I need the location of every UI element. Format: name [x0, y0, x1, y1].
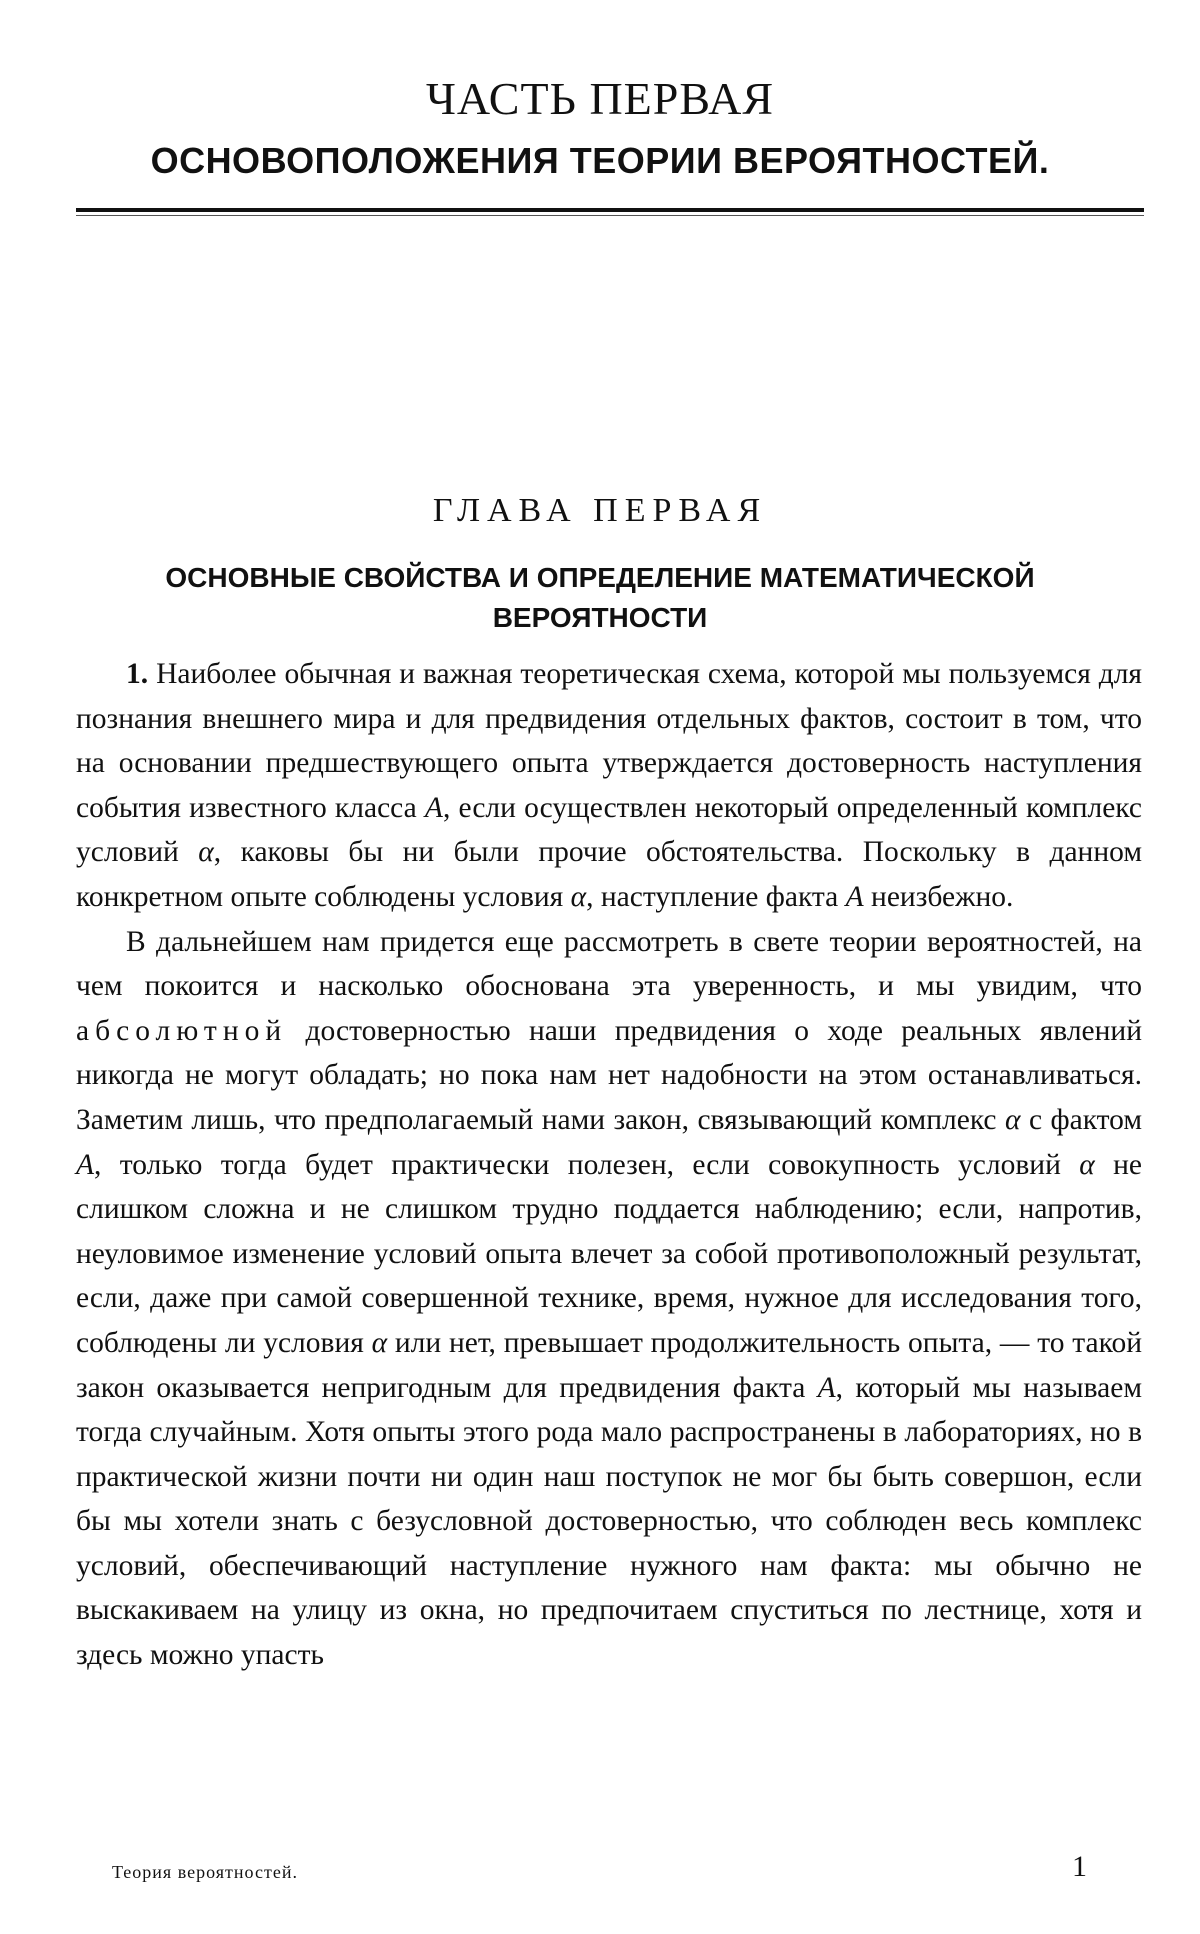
- chapter-title-line1: ОСНОВНЫЕ СВОЙСТВА И ОПРЕДЕЛЕНИЕ МАТЕМАТИЧЕСКОЙ: [165, 562, 1035, 593]
- paragraph-2: [76, 920, 1142, 1678]
- p2-var-4: α: [371, 1326, 388, 1359]
- p1-text-4: , наступление факта: [586, 880, 846, 913]
- p2-text-1: В дальнейшем нам придется еще рассмотреть в свете теории вероятностей, на чем покоится и насколько обоснована эта уверенность, и мы увидим, что: [76, 925, 1142, 1003]
- p1-text-5: неизбежно.: [863, 880, 1014, 913]
- page-number: 1: [1072, 1850, 1087, 1883]
- p1-var-3: α: [570, 880, 587, 913]
- p2-text-2: достоверностью наши предвидения о ходе реальных явлений никогда не могут обладать; но пока нам нет надобности на этом останавливаться. Заметим лишь, что предполагаемый нами закон, связывающий комплекс: [76, 1014, 1142, 1136]
- chapter-title-line2: ВЕРОЯТНОСТИ: [492, 602, 708, 633]
- chapter-label: ГЛАВА ПЕРВАЯ: [432, 492, 768, 529]
- part-divider-thick: [76, 208, 1144, 212]
- p2-var-3: α: [1079, 1148, 1095, 1181]
- part-title: ОСНОВОПОЛОЖЕНИЯ ТЕОРИИ ВЕРОЯТНОСТЕЙ.: [150, 140, 1050, 181]
- paragraph-1: [76, 652, 1142, 920]
- p2-var-5: A: [817, 1371, 836, 1404]
- p2-text-4: , только тогда будет практически полезен, если совокупность условий: [94, 1148, 1080, 1181]
- p2-text-6: или нет, превышает продолжительность опыта, — то такой закон оказывается непригодным для предвидения факта: [76, 1326, 1142, 1404]
- p1-text-3: , каковы бы ни были прочие обстоятельства. Поскольку в данном конкретном опыте соблюдены условия: [76, 836, 1142, 913]
- p2-var-1: α: [1004, 1103, 1021, 1136]
- p2-text-5: не слишком сложна и не слишком трудно поддается наблюдению; если, напротив, неуловимое изменение условий опыта влечет за собой противоположный результат, если, даже при самой совершенной технике, время, нужное для исследования того, соблюдены ли условия: [76, 1148, 1142, 1359]
- p2-var-2: A: [76, 1148, 95, 1181]
- p1-var-2: α: [198, 836, 214, 869]
- p1-var-4: A: [845, 880, 864, 913]
- footer-signature: Теория вероятностей.: [112, 1862, 298, 1882]
- section-number: 1.: [126, 658, 149, 690]
- p1-text-1: Наиболее обычная и важная теоретическая схема, которой мы пользуемся для познания внешнего мира и для предвидения отдельных фактов, состоит в том, что на основании предшествующего опыта утверждается достоверность наступления события известного класса: [76, 658, 1143, 824]
- part-label: ЧАСТЬ ПЕРВАЯ: [425, 73, 775, 124]
- body-text: [76, 652, 1142, 1678]
- chapter-title: [100, 558, 1100, 638]
- p1-text-2: , если осуществлен некоторый определенный комплекс условий: [76, 791, 1142, 869]
- part-divider-thin: [76, 215, 1144, 216]
- p2-spaced-word: абсолютной: [76, 1014, 288, 1047]
- p2-text-3: с фактом: [1020, 1103, 1142, 1136]
- p2-text-7: , который мы называем тогда случайным. Хотя опыты этого рода мало распространены в лабораториях, но в практической жизни почти ни один наш поступок не мог бы быть совершон, если бы мы хотели знать с безусловной достоверностью, что соблюден весь комплекс условий, обеспечивающий наступление нужного нам факта: мы обычно не выскакиваем на улицу из окна, но предпочитаем спуститься по лестнице, хотя и здесь можно упасть: [76, 1371, 1142, 1672]
- p1-var-1: A: [424, 791, 443, 824]
